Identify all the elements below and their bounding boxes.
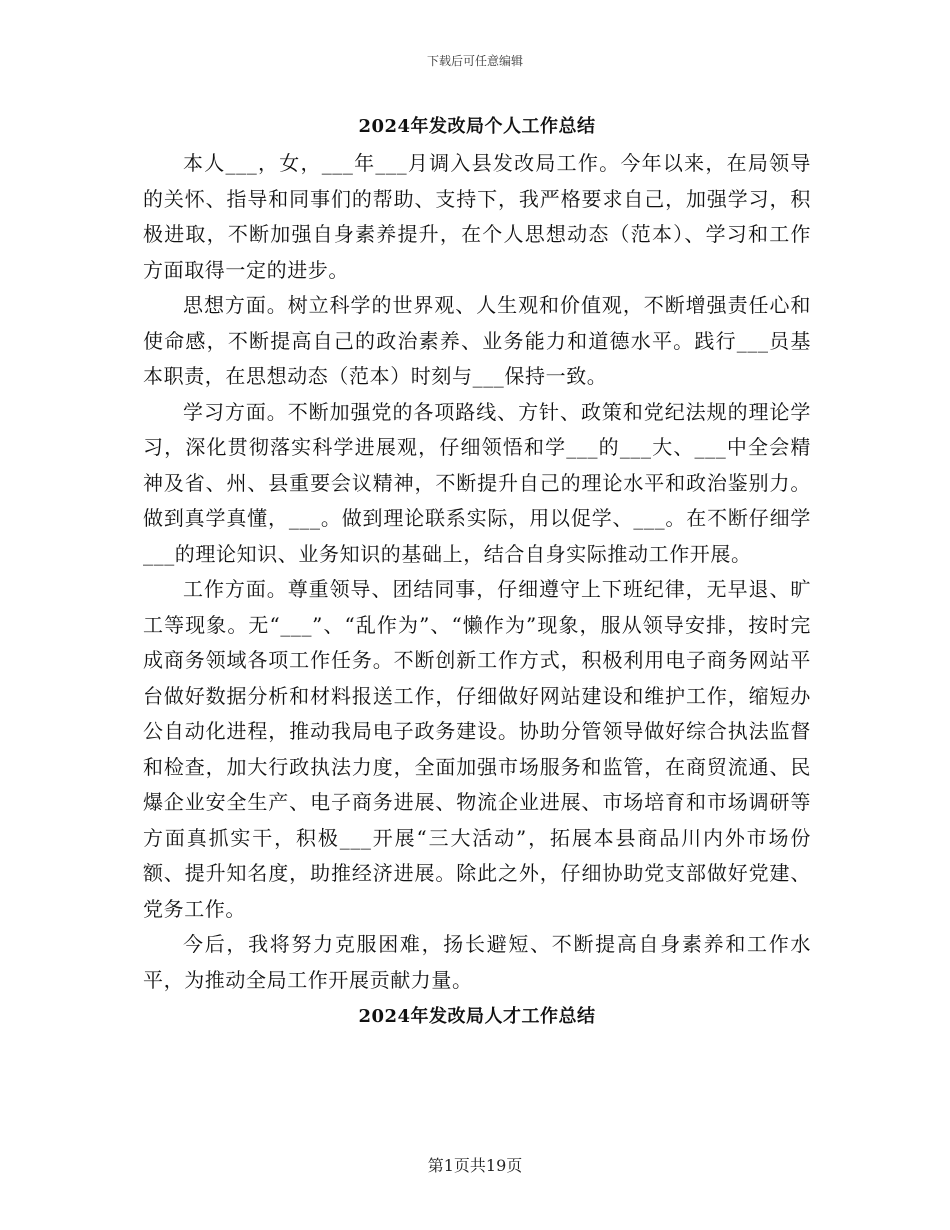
next-document-title: 2024年发改局人才工作总结 (358, 1006, 596, 1027)
paragraph-thought: 思想方面。树立科学的世界观、人生观和价值观，不断增强责任心和使命感，不断提高自己的政治素养、业务能力和道德水平。践行___员基本职责，在思想动态（范本）时刻与___保持一致。 (143, 293, 811, 388)
paragraph-work: 工作方面。尊重领导、团结同事，仔细遵守上下班纪律，无早退、旷工等现象。无“___”、“乱作为”、“懒作为”现象，服从领导安排，按时完成商务领域各项工作任务。不断创新工作方式，积极利用电子商务网站平台做好数据分析和材料报送工作，仔细做好网站建设和维护工作，缩短办公自动化进程，推动我局电子政务建设。协助分管领导做好综合执法监督和检查，加大行政执法力度，全面加强市场服务和监管，在商贸流通、民爆企业安全生产、电子商务进展、物流企业进展、市场培育和市场调研等方面真抓实干，积极___开展“三大活动”，拓展本县商品川内外市场份额、提升知名度，助推经济进展。除此之外，仔细协助党支部做好党建、党务工作。 (143, 577, 811, 921)
paragraph-intro: 本人___，女，___年___月调入县发改局工作。今年以来，在局领导的关怀、指导和同事们的帮助、支持下，我严格要求自己，加强学习，积极进取，不断加强自身素养提升，在个人思想动态（范本）、学习和工作方面取得一定的进步。 (143, 151, 811, 282)
document-title: 2024年发改局个人工作总结 (358, 116, 596, 137)
page-header-note: 下载后可任意编辑 (426, 54, 523, 68)
paragraph-future: 今后，我将努力克服困难，扬长避短、不断提高自身素养和工作水平，为推动全局工作开展贡献力量。 (143, 932, 811, 992)
document-body (143, 112, 811, 1032)
page-footer-number: 第1页共19页 (427, 1156, 523, 1175)
paragraph-study: 学习方面。不断加强党的各项路线、方针、政策和党纪法规的理论学习，深化贯彻落实科学进展观，仔细领悟和学___的___大、___中全会精神及省、州、县重要会议精神，不断提升自己的理论水平和政治鉴别力。做到真学真懂，___。做到理论联系实际，用以促学、___。在不断仔细学___的理论知识、业务知识的基础上，结合自身实际推动工作开展。 (143, 399, 811, 566)
